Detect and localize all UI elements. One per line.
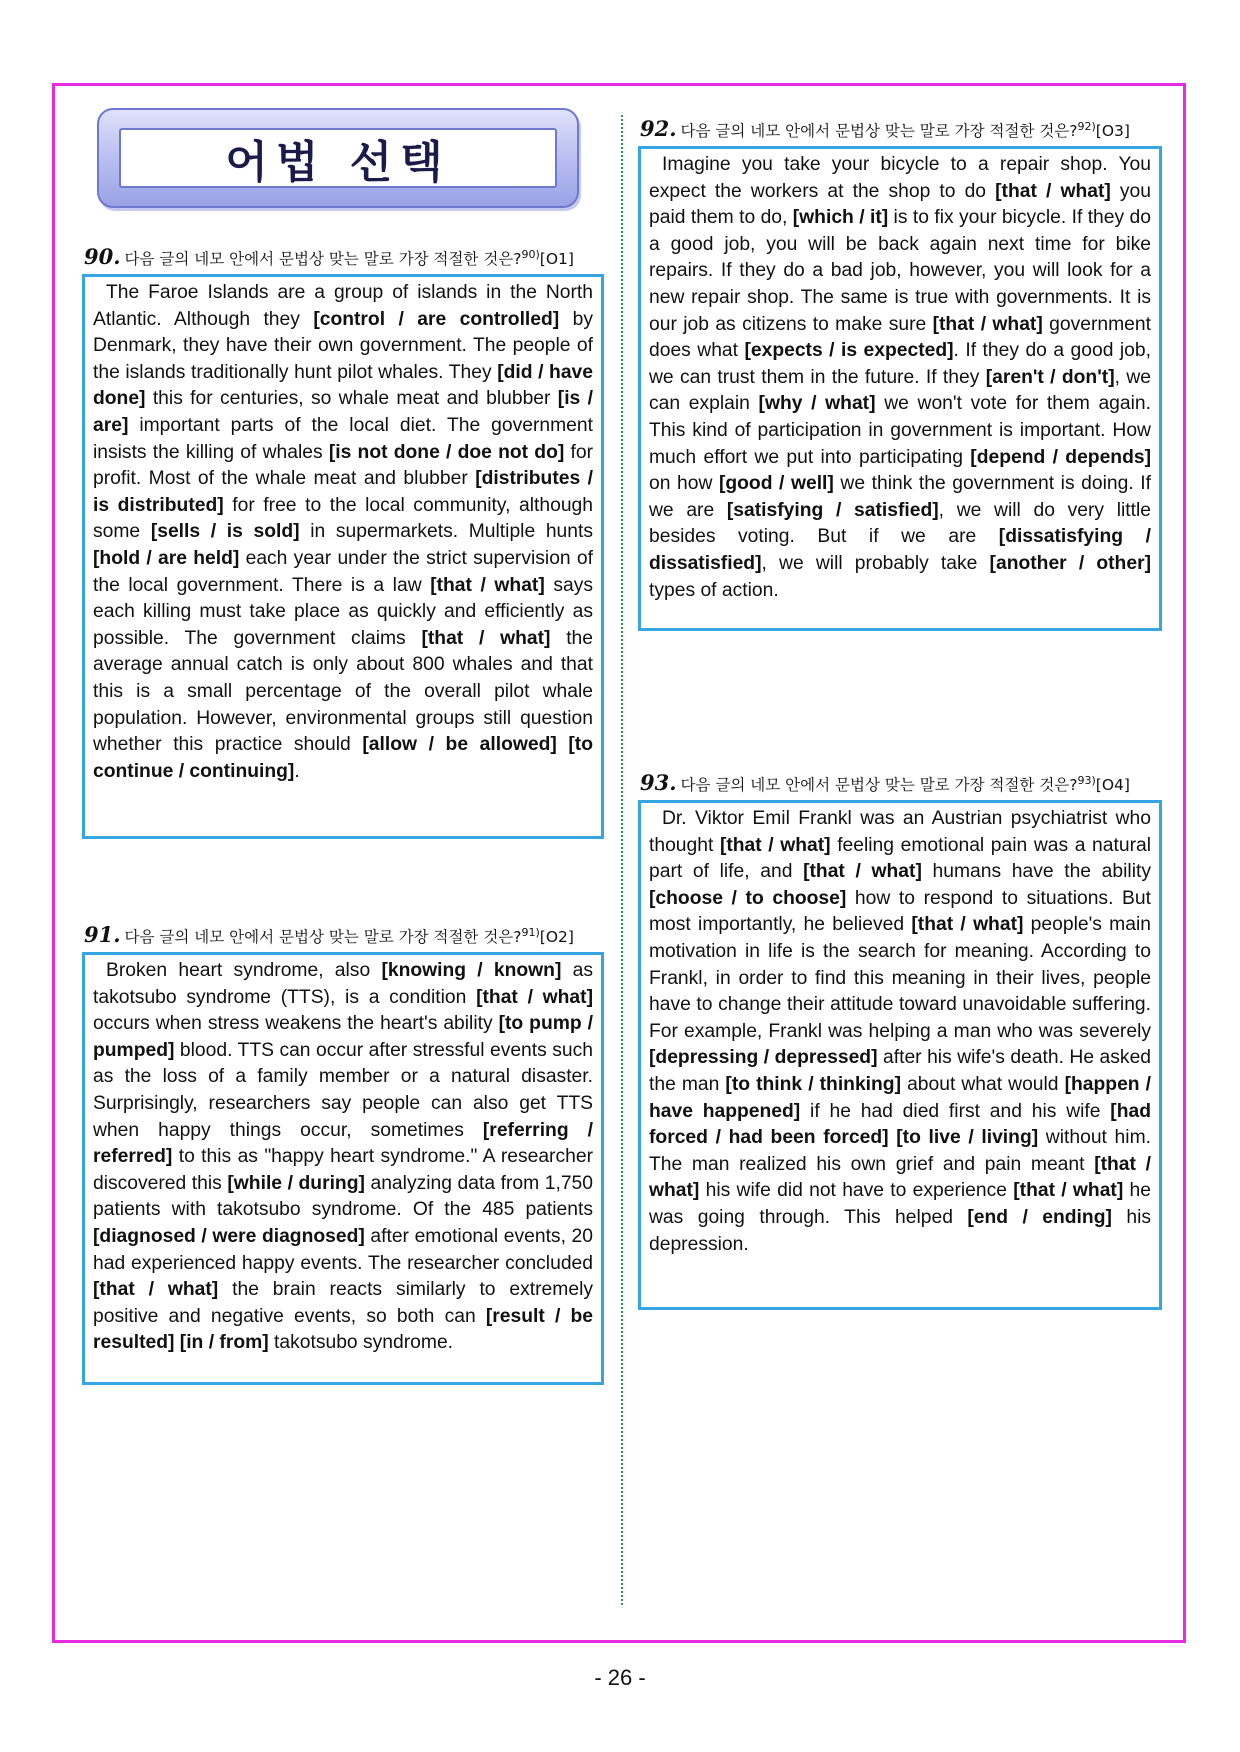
passage-box-93 [638,800,1162,1310]
question-code: [O1] [539,250,574,268]
passage-segment: you paid them to do, [649,180,1151,229]
answer-choice: [to pump / pumped] [93,1013,593,1061]
passage-segment: , we will probably take [761,552,990,574]
section-title-banner [97,108,579,208]
passage-segment: in supermarkets. Multiple hunts [299,521,593,543]
passage-segment: on how [649,473,719,495]
question-92-header [640,116,1130,141]
passage-text [93,280,593,785]
passage-segment: we won't vote for them again. This kind of participation in government is important. How much effort we put into participating [649,393,1151,468]
passage-segment: about what would [901,1073,1065,1095]
answer-choice: [hold / are held] [93,547,240,569]
passage-segment: takotsubo syndrome. [268,1332,454,1354]
footnote-mark: 92) [1077,119,1096,133]
answer-choice: [allow / be allowed] [to continue / continuing] [93,734,593,782]
passage-segment: to this as "happy heart syndrome." A researcher discovered this [93,1146,593,1194]
passage-segment: by Denmark, they have their own government. The people of the islands traditionally hunt pilot whales. They [93,308,593,383]
answer-choice: [sells / is sold] [150,521,300,543]
passage-segment: . [294,760,300,782]
passage-segment: . If they do a good job, we can trust them in the future. If they [649,340,1151,388]
passage-segment: Broken heart syndrome, also [106,960,382,981]
answer-choice: [that / what] [1013,1180,1124,1202]
answer-choice: [referring / referred] [93,1119,593,1168]
question-code: [O3] [1095,122,1130,140]
answer-choice: [had forced / had been forced] [to live / living] [649,1100,1151,1149]
answer-choice: [depressing / depressed] [649,1047,878,1069]
passage-segment: blood. TTS can occur after stressful events such as the loss of a family member or a natural disaster. Surprisingly, researchers say people can also get TTS when happy things occur, sometimes [93,1039,593,1141]
answer-choice: [that / what] [421,627,551,649]
answer-choice: [is not done / doe not do] [328,441,565,463]
answer-choice: [choose / to choose] [649,887,847,909]
answer-choice: [that / what] [803,861,922,883]
answer-choice: [knowing / known] [381,960,562,981]
passage-segment: says each killing must take place as quickly and efficiently as possible. The government claims [93,574,593,649]
answer-choice: [diagnosed / were diagnosed] [93,1225,365,1247]
answer-choice: [that / what] [911,914,1024,936]
answer-choice: [that / what] [995,180,1111,202]
passage-box-90 [82,274,604,839]
question-prompt: 다음 글의 네모 안에서 문법상 맞는 말로 가장 적절한 것은? [680,776,1078,794]
passage-segment: Dr. Viktor Emil Frankl was an Austrian psychiatrist who thought [649,808,1151,856]
passage-text [93,958,593,1357]
question-number: 92. [640,116,677,141]
passage-segment: Imagine you take your bicycle to a repair shop. You expect the workers at the shop to do [649,154,1151,202]
question-number: 91. [84,922,121,947]
answer-choice: [distributes / is distributed] [93,468,593,516]
passage-segment: after his wife's death. He asked the man [649,1047,1152,1095]
passage-segment: government does what [649,313,1151,362]
answer-choice: [why / what] [758,393,876,415]
question-93-header [640,770,1130,795]
passage-segment: analyzing data from 1,750 patients with takotsubo syndrome. Of the 485 patients [93,1172,593,1221]
answer-choice: [result / be resulted] [in / from] [93,1305,594,1354]
passage-segment: for profit. Most of the whale meat and blubber [93,441,594,490]
page-number: - 26 - [594,1665,646,1690]
passage-segment: feeling emotional pain was a natural part of life, and [649,834,1152,883]
passage-segment: the average annual catch is only about 800 whales and that this is a small percentage of the overall pilot whale population. However, environmental groups still question whether this practice should [93,627,593,756]
answer-choice: [depend / depends] [970,446,1151,468]
answer-choice: [expects / is expected] [744,340,954,362]
question-prompt: 다음 글의 네모 안에서 문법상 맞는 말로 가장 적절한 것은? [680,122,1078,140]
answer-choice: [to think / thinking] [725,1073,902,1095]
answer-choice: [did / have done] [93,361,593,410]
passage-segment: is to fix your bicycle. If they do a good job, you will be back again next time for bike repairs. If they do a bad job, however, you will look for a new repair shop. The same is true with governments. It is our job as citizens to make sure [649,207,1151,335]
passage-segment: , we will do very little besides voting. But if we are [649,499,1151,548]
answer-choice: [that / what] [719,834,831,856]
answer-choice: [that / what] [649,1153,1151,1202]
question-91-header [84,922,574,947]
answer-choice: [that / what] [932,313,1043,335]
answer-choice: [satisfying / satisfied] [726,499,939,521]
answer-choice: [which / it] [792,207,889,229]
answer-choice: [that / what] [476,986,593,1008]
question-number: 90. [84,244,121,269]
passage-segment: important parts of the local diet. The government insists the killing of whales [93,414,593,463]
footnote-mark: 90) [521,247,540,261]
section-title: 어법 선택 [225,137,451,188]
passage-segment: people's main motivation in life is the search for meaning. According to Frankl, in order to find this meaning in their lives, people have to change their attitude toward unavoidable suffering. For example, Frankl was helping a man who was severely [649,914,1151,1042]
question-prompt: 다음 글의 네모 안에서 문법상 맞는 말로 가장 적절한 것은? [124,928,522,946]
passage-segment: each year under the strict supervision of the local government. There is a law [93,547,593,596]
question-number: 93. [640,770,677,795]
footnote-mark: 91) [521,925,540,939]
section-title-inner [119,128,557,188]
answer-choice: [that / what] [93,1279,219,1301]
passage-segment: if he had died first and his wife [800,1100,1111,1122]
passage-segment: , we can explain [649,366,1151,415]
answer-choice: [happen / have happened] [649,1073,1151,1122]
passage-segment: after emotional events, 20 had experienced happy events. The researcher concluded [93,1225,593,1274]
question-code: [O2] [539,928,574,946]
answer-choice: [dissatisfying / dissatisfied] [649,526,1151,574]
question-90-header [84,244,574,269]
footnote-mark: 93) [1077,773,1096,787]
passage-segment: this for centuries, so whale meat and blubber [145,388,558,410]
answer-choice: [while / during] [227,1172,365,1194]
passage-box-91 [82,952,604,1385]
passage-segment: without him. The man realized his own grief and pain meant [649,1127,1151,1175]
answer-choice: [good / well] [718,473,834,495]
passage-segment: we think the government is doing. If we are [649,473,1151,521]
passage-segment: how to respond to situations. But most importantly, he believed [649,887,1151,936]
passage-segment: the brain reacts similarly to extremely positive and negative events, so both can [93,1279,593,1327]
answer-choice: [end / ending] [967,1206,1112,1228]
question-prompt: 다음 글의 네모 안에서 문법상 맞는 말로 가장 적절한 것은? [124,250,522,268]
passage-box-92 [638,146,1162,631]
passage-segment: The Faroe Islands are a group of islands in the North Atlantic. Although they [93,282,593,330]
question-code: [O4] [1095,776,1130,794]
passage-segment: his wife did not have to experience [699,1180,1014,1202]
column-divider [621,115,623,1605]
passage-segment: as takotsubo syndrome (TTS), is a condition [93,960,594,1008]
answer-choice: [aren't / don't] [985,366,1115,388]
answer-choice: [that / what] [430,574,545,596]
passage-segment: types of action. [649,579,779,601]
passage-segment: he was going through. This helped [649,1180,1151,1228]
passage-segment: for free to the local community, although some [93,494,593,543]
passage-segment: occurs when stress weakens the heart's ability [93,1013,499,1035]
passage-segment: his depression. [649,1206,1151,1255]
answer-choice: [another / other] [989,552,1151,574]
passage-text [649,152,1151,604]
passage-text [649,806,1151,1258]
passage-segment: humans have the ability [921,861,1151,883]
answer-choice: [is / are] [93,388,593,436]
answer-choice: [control / are controlled] [313,308,560,330]
